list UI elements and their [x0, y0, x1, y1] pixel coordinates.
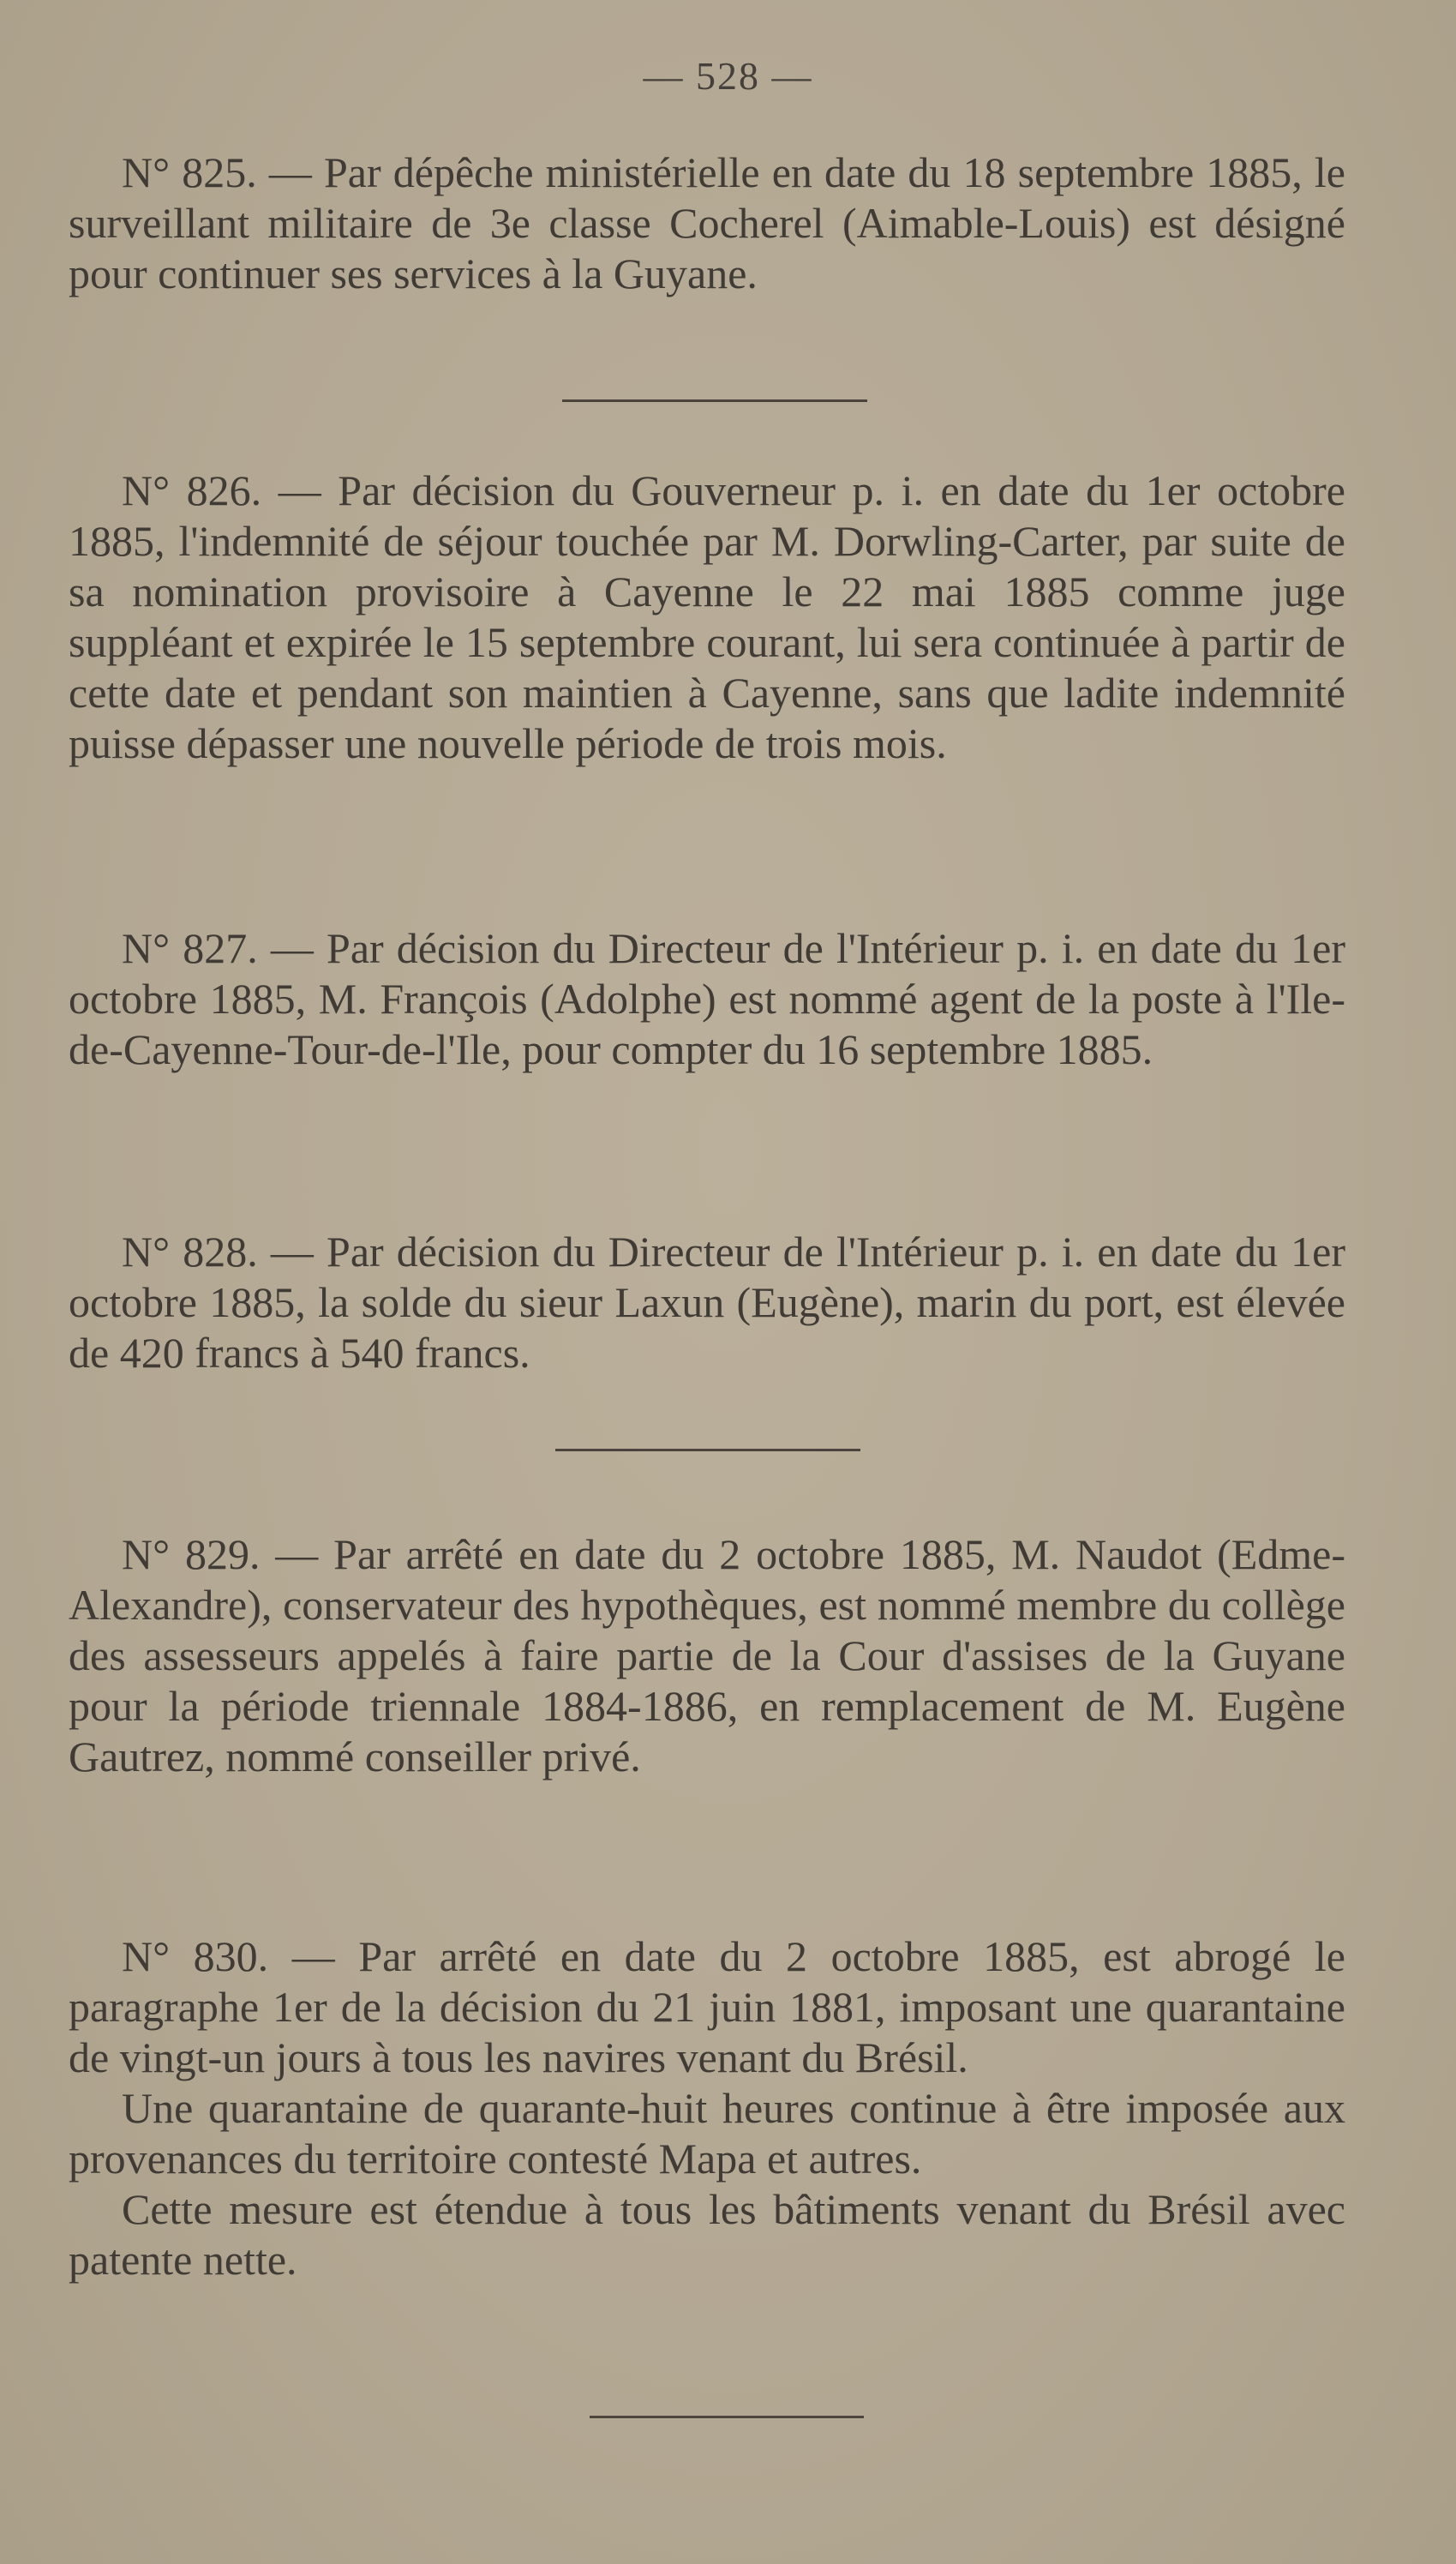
entry-paragraph: Cette mesure est étendue à tous les bâtiments venant du Brésil avec patente nette. [69, 2185, 1345, 2284]
entry-paragraph: N° 828. — Par décision du Directeur de l'Intérieur p. i. en date du 1er octobre 1885, la solde du sieur Laxun (Eugène), marin du port, est élevée de 420 francs à 540 francs. [69, 1228, 1345, 1377]
entry-paragraph: N° 826. — Par décision du Gouverneur p. i. en date du 1er octobre 1885, l'indemnité de séjour touchée par M. Dorwling-Carter, par suite de sa nomination provisoire à Cayenne le 22 mai 1885 comme juge suppléant et expirée le 15 septembre courant, lui sera continuée à partir de cette date et pendant son maintien à Cayenne, sans que ladite indemnité puisse dépasser une nouvelle période de trois mois. [69, 466, 1345, 767]
entry-827 [69, 923, 1345, 1075]
entry-paragraph: Une quarantaine de quarante-huit heures continue à être imposée aux provenances du territoire contesté Mapa et autres. [69, 2084, 1345, 2183]
entry-828 [69, 1227, 1345, 1378]
entry-830 [69, 1931, 1345, 2285]
entry-826 [69, 465, 1345, 769]
section-divider [590, 2416, 864, 2418]
section-divider [562, 399, 867, 402]
entry-paragraph: N° 829. — Par arrêté en date du 2 octobre 1885, M. Naudot (Edme-Alexandre), conservateur des hypothèques, est nommé membre du collège des assesseurs appelés à faire partie de la Cour d'assises de la Guyane pour la période triennale 1884-1886, en remplacement de M. Eugène Gautrez, nommé conseiller privé. [69, 1530, 1345, 1780]
entry-paragraph: N° 825. — Par dépêche ministérielle en date du 18 septembre 1885, le surveillant militaire de 3e classe Cocherel (Aimable-Louis) est désigné pour continuer ses services à la Guyane. [69, 148, 1345, 297]
entry-829 [69, 1529, 1345, 1782]
entry-825 [69, 147, 1345, 299]
section-divider [555, 1449, 860, 1451]
page-number: — 528 — [643, 54, 813, 98]
entry-paragraph: N° 830. — Par arrêté en date du 2 octobre 1885, est abrogé le paragraphe 1er de la décision du 21 juin 1881, imposant une quarantaine de vingt-un jours à tous les navires venant du Brésil. [69, 1932, 1345, 2081]
entry-paragraph: N° 827. — Par décision du Directeur de l'Intérieur p. i. en date du 1er octobre 1885, M. François (Adolphe) est nommé agent de la poste à l'Ile-de-Cayenne-Tour-de-l'Ile, pour compter du 16 septembre 1885. [69, 924, 1345, 1073]
